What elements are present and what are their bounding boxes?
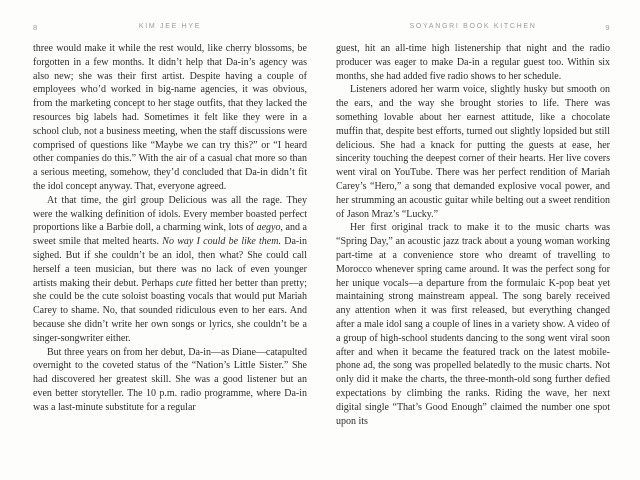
italic-text: aegyo — [256, 222, 281, 234]
body-text-left — [33, 42, 307, 415]
body-text: three would make it while the rest would, like cherry blossoms, be forgotten in a few months. It didn’t help that Da-in’s agency was also new; she was their first artist. Despite having a couple of employees who’d worked in big-name agencies, it was obvious, from the marketing concept to her stage outfits, that they lacked the resources big labels had. Sometimes it felt like they were in a school club, not a business meeting, when the staff discussions were comprised of questions like “Maybe we can try this?” or “I heard other companies do this.” With the air of a casual chat more so than a serious meeting, somehow, they’d concluded that Da-in didn’t fit the idol concept anyway. That, everyone agreed. — [33, 43, 307, 192]
italic-text: cute — [175, 277, 193, 289]
paragraph — [336, 42, 610, 83]
body-text-right — [336, 42, 610, 428]
paragraph — [336, 83, 610, 221]
page-right-header — [336, 23, 610, 35]
body-text: Listeners adored her warm voice, slightly husky but smooth on the ears, and the way she brought stories to life. There was something lovable about her earnest attitude, like a chocolate muffin that, despite best efforts, turned out slightly lopsided but still delicious. She had a knack for putting the guests at ease, her sincerity touching the deepest corner of their hearts. Her live covers went viral on YouTube. There was her perfect rendition of Mariah Carey’s “Hero,” a song that demanded explosive vocal power, and her strumming an acoustic guitar while belting out a sweet rendition of Jason Mraz’s “Lucky.” — [336, 84, 610, 220]
paragraph — [33, 194, 307, 346]
body-text: But three years on from her debut, Da-in—as Diane—catapulted overnight to the coveted status of the “Nation’s Little Sister.” She had discovered her greatest skill. She was a good listener but an even better storyteller. The 10 p.m. radio programme, where Da-in was a last-minute substitute for a regular — [33, 346, 307, 413]
body-text: fitted her better than pretty; she could be the cute soloist boasting vocals that would put Mariah Carey to shame. No, that sounded ridiculous even to her ears. And because she didn’t write her own songs or lyrics, she couldn’t be a singer-songwriter either. — [33, 277, 307, 344]
running-head-right: SOYANGRI BOOK KITCHEN — [409, 23, 537, 30]
page-number-left: 8 — [33, 23, 38, 32]
page-left-header — [33, 23, 307, 35]
paragraph — [33, 346, 307, 415]
paragraph — [336, 221, 610, 428]
page-right — [320, 0, 640, 480]
paragraph — [33, 42, 307, 194]
body-text: Her first original track to make it to the music charts was “Spring Day,” an acoustic jazz track about a young woman working part-time at a convenience store who dreamt of travelling to Morocco whenever spring came around. It was the perfect song for her unique vocals—a departure from the formulaic K-pop beat yet maintaining strong mainstream appeal. The song barely received any attention when it was first released, but everything changed after a male idol sang a couple of lines in a variety show. A video of a group of high-school students dancing to the song went viral soon after and when it became the featured track on the latest mobile-phone ad, the song was propelled belatedly to the music charts. Not only did it make the charts, the three-month-old song further defied expectations by climbing the ranks. Riding the wave, her next digital single “That’s Good Enough” claimed the number one spot upon its — [336, 222, 610, 427]
italic-text: No way I could be like them. — [162, 236, 281, 248]
body-text: Da-in sighed. But if she couldn’t be an idol, then what? She could call herself a teen musician, but there was no lack of even younger artists making their debut. Perhaps — [33, 236, 307, 289]
body-text: At that time, the girl group Delicious was all the rage. They were the walking definition of idols. Every member boasted perfect proportions like a Barbie doll, a charming wink, lots of — [33, 194, 307, 234]
page-number-right: 9 — [605, 23, 610, 32]
body-text: guest, hit an all-time high listenership that night and the radio producer was eager to make Da-in a regular guest too. Within six months, she had added five radio shows to her schedule. — [336, 43, 610, 82]
running-head-left: KIM JEE HYE — [138, 23, 202, 30]
body-text: , and a sweet smile that melted hearts. — [33, 222, 307, 248]
